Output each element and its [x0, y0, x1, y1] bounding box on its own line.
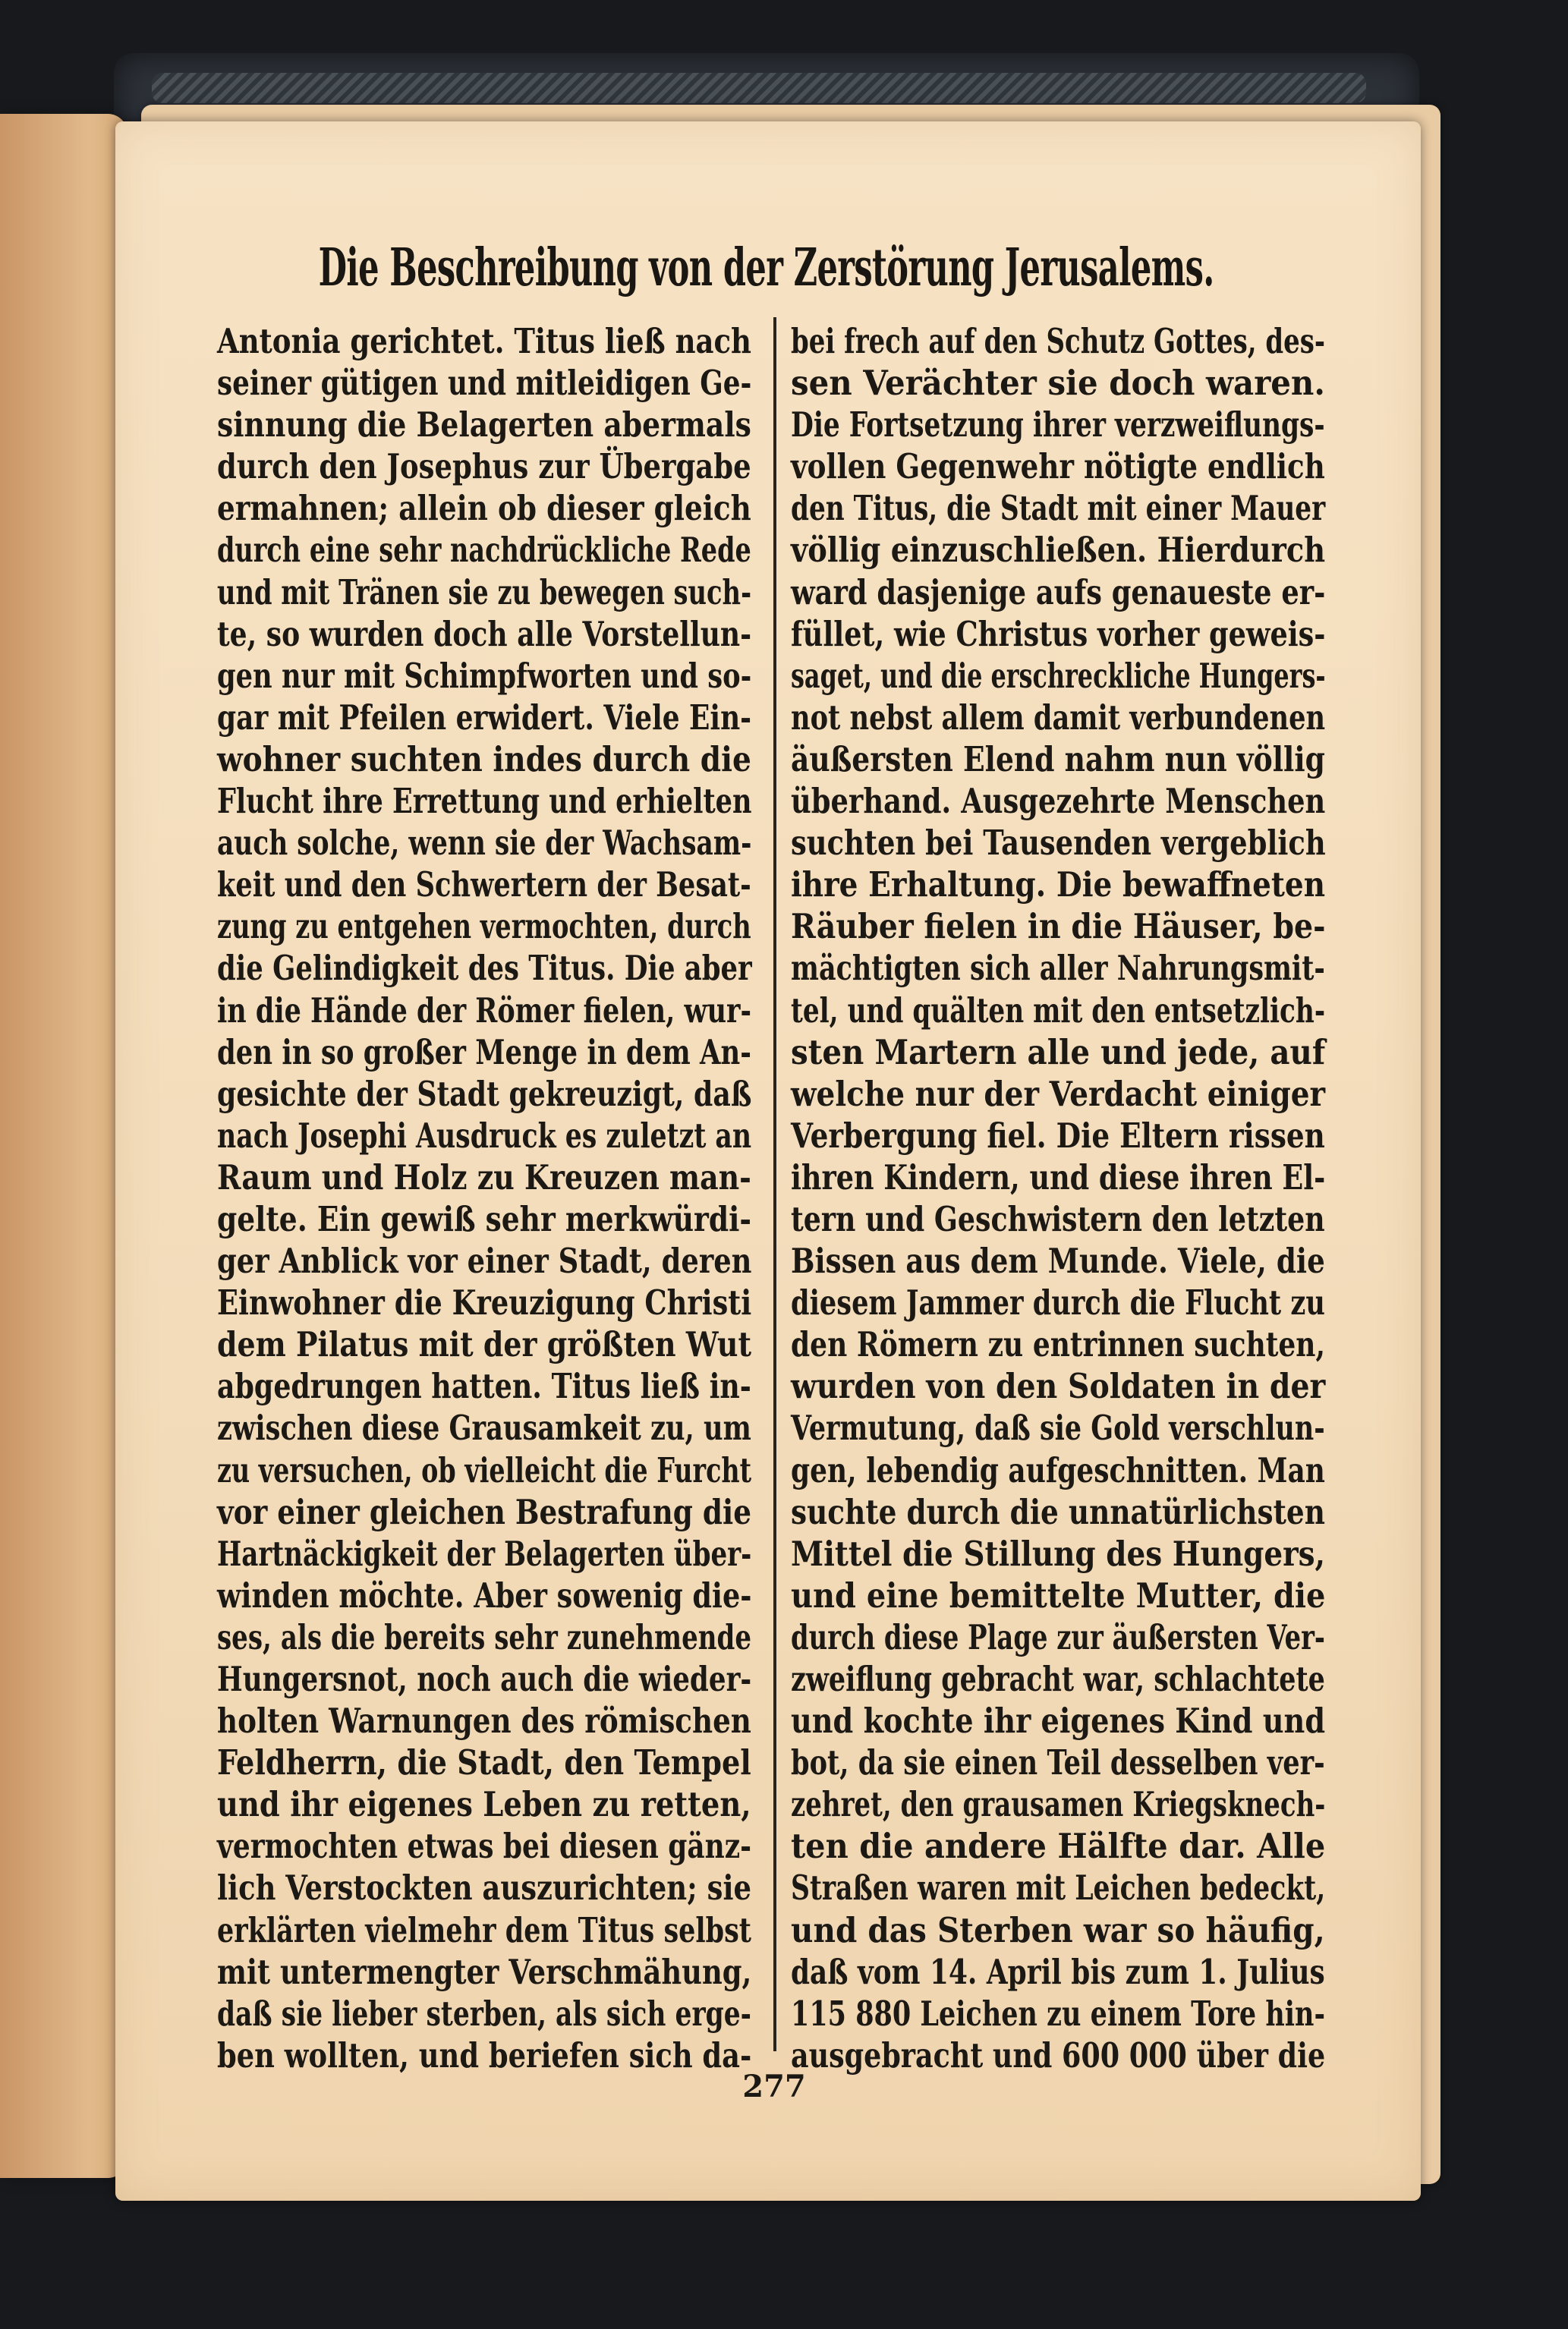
text-line: ausgebracht und 600 000 über die — [791, 2035, 1326, 2076]
text-line: Räuber fielen in die Häuser, be- — [791, 906, 1326, 947]
text-line: ermahnen; allein ob dieser gleich — [217, 488, 751, 529]
text-line: gesichte der Stadt gekreuzigt, daß — [217, 1073, 752, 1114]
text-line: den Titus, die Stadt mit einer Mauer — [791, 488, 1326, 529]
text-line: keit und den Schwertern der Besat- — [217, 864, 751, 905]
text-line: zehret, den grausamen Kriegsknech- — [791, 1784, 1326, 1825]
left-page-edge — [0, 114, 128, 2178]
page-title: Die Beschreibung von der Zerstörung Jerusalems. — [318, 238, 1215, 298]
text-line: sten Martern alle und jede, auf — [791, 1031, 1326, 1072]
text-line: te, so wurden doch alle Vorstellun- — [217, 613, 752, 654]
text-line: äußersten Elend nahm nun völlig — [791, 738, 1325, 779]
text-line: zung zu entgehen vermochten, durch — [217, 906, 751, 947]
text-line: holten Warnungen des römischen — [217, 1701, 751, 1742]
text-line: Einwohner die Kreuzigung Christi — [217, 1283, 752, 1323]
text-line: zweiflung gebracht war, schlachtete — [791, 1659, 1325, 1699]
text-line: auch solche, wenn sie der Wachsam- — [217, 823, 752, 864]
text-line: mit untermengter Verschmähung, — [217, 1951, 752, 1992]
text-line: Antonia gerichtet. Titus ließ nach — [217, 321, 751, 361]
text-line: tern und Geschwistern den letzten — [791, 1198, 1325, 1239]
text-line: und ihr eigenes Leben zu retten, — [217, 1784, 751, 1825]
text-line: sinnung die Belagerten abermals — [217, 404, 751, 445]
text-line: nach Josephi Ausdruck es zuletzt an — [217, 1115, 752, 1156]
text-line: und kochte ihr eigenes Kind und — [791, 1701, 1326, 1742]
text-line: überhand. Ausgezehrte Menschen — [791, 781, 1326, 822]
text-line: Hungersnot, noch auch die wieder- — [217, 1659, 752, 1699]
text-line: Feldherrn, die Stadt, den Tempel — [217, 1742, 751, 1783]
text-line: abgedrungen hatten. Titus ließ in- — [217, 1366, 751, 1407]
text-line: durch diese Plage zur äußersten Ver- — [791, 1616, 1325, 1657]
text-line: not nebst allem damit verbundenen — [791, 697, 1326, 738]
text-line: bot, da sie einen Teil desselben ver- — [791, 1742, 1325, 1783]
text-line: ihren Kindern, und diese ihren El- — [791, 1157, 1326, 1198]
text-line: ben wollten, und beriefen sich da- — [217, 2035, 752, 2076]
text-line: Die Fortsetzung ihrer verzweiflungs- — [791, 404, 1325, 445]
text-line: gelte. Ein gewiß sehr merkwürdi- — [217, 1198, 751, 1239]
text-line: ses, als die bereits sehr zunehmende — [217, 1616, 752, 1657]
text-line: gen nur mit Schimpfworten und so- — [217, 655, 752, 696]
text-line: völlig einzuschließen. Hierdurch — [791, 530, 1326, 571]
text-line: erklärten vielmehr dem Titus selbst — [217, 1909, 751, 1950]
text-line: den in so großer Menge in dem An- — [217, 1031, 751, 1072]
text-line: tel, und quälten mit den entsetzlich- — [791, 990, 1326, 1031]
text-line: vor einer gleichen Bestrafung die — [217, 1491, 751, 1532]
text-line: wurden von den Soldaten in der — [791, 1366, 1326, 1407]
text-line: welche nur der Verdacht einiger — [791, 1073, 1326, 1114]
text-line: ger Anblick vor einer Stadt, deren — [217, 1241, 752, 1282]
text-line: gen, lebendig aufgeschnitten. Man — [791, 1449, 1325, 1490]
text-column-right — [791, 320, 1325, 2076]
text-line: mächtigten sich aller Nahrungsmit- — [791, 948, 1325, 989]
text-line: Raum und Holz zu Kreuzen man- — [217, 1157, 751, 1198]
text-line: Vermutung, daß sie Gold verschlun- — [791, 1408, 1325, 1449]
text-line: diesem Jammer durch die Flucht zu — [791, 1283, 1325, 1323]
text-line: Verbergung fiel. Die Eltern rissen — [791, 1115, 1325, 1156]
text-line: Straßen waren mit Leichen bedeckt, — [791, 1868, 1326, 1909]
text-line: sen Verächter sie doch waren. — [791, 363, 1325, 404]
text-line: vollen Gegenwehr nötigte endlich — [791, 446, 1325, 487]
text-line: den Römern zu entrinnen suchten, — [791, 1324, 1325, 1365]
text-line: 115 880 Leichen zu einem Tore hin- — [791, 1993, 1325, 2034]
text-line: ten die andere Hälfte dar. Alle — [791, 1826, 1326, 1867]
cover-cloth-texture — [152, 73, 1366, 103]
text-line: suchte durch die unnatürlichsten — [791, 1491, 1325, 1532]
text-line: daß sie lieber sterben, als sich erge- — [217, 1993, 751, 2034]
text-column-left — [217, 320, 751, 2076]
text-line: Flucht ihre Errettung und erhielten — [217, 781, 752, 822]
text-line: Hartnäckigkeit der Belagerten über- — [217, 1533, 752, 1574]
text-line: durch den Josephus zur Übergabe — [217, 446, 751, 487]
column-divider — [773, 317, 776, 2051]
text-line: seiner gütigen und mitleidigen Ge- — [217, 363, 752, 404]
text-line: ward dasjenige aufs genaueste er- — [791, 571, 1326, 612]
text-line: winden möchte. Aber sowenig die- — [217, 1575, 752, 1616]
text-line: bei frech auf den Schutz Gottes, des- — [791, 321, 1326, 361]
text-line: in die Hände der Römer fielen, wur- — [217, 990, 751, 1031]
text-line: daß vom 14. April bis zum 1. Julius — [791, 1951, 1325, 1992]
text-line: lich Verstockten auszurichten; sie — [217, 1868, 751, 1909]
text-line: und das Sterben war so häufig, — [791, 1909, 1325, 1950]
text-line: ihre Erhaltung. Die bewaffneten — [791, 864, 1326, 905]
text-line: suchten bei Tausenden vergeblich — [791, 823, 1326, 864]
text-line: vermochten etwas bei diesen gänz- — [217, 1826, 752, 1867]
text-line: Bissen aus dem Munde. Viele, die — [791, 1241, 1325, 1282]
text-line: Mittel die Stillung des Hungers, — [791, 1533, 1326, 1574]
text-line: durch eine sehr nachdrückliche Rede — [217, 530, 751, 571]
text-line: gar mit Pfeilen erwidert. Viele Ein- — [217, 697, 752, 738]
text-line: zwischen diese Grausamkeit zu, um — [217, 1408, 751, 1449]
page-number: 277 — [742, 2069, 806, 2104]
text-line: füllet, wie Christus vorher geweis- — [791, 613, 1326, 654]
text-line: und eine bemittelte Mutter, die — [791, 1575, 1326, 1616]
text-line: und mit Tränen sie zu bewegen such- — [217, 571, 752, 612]
text-line: wohner suchten indes durch die — [217, 738, 751, 779]
text-line: die Gelindigkeit des Titus. Die aber — [217, 948, 752, 989]
text-line: saget, und die erschreckliche Hungers- — [791, 655, 1326, 696]
page-header — [213, 226, 1321, 310]
text-line: zu versuchen, ob vielleicht die Furcht — [217, 1449, 752, 1490]
text-line: dem Pilatus mit der größten Wut — [217, 1324, 751, 1365]
